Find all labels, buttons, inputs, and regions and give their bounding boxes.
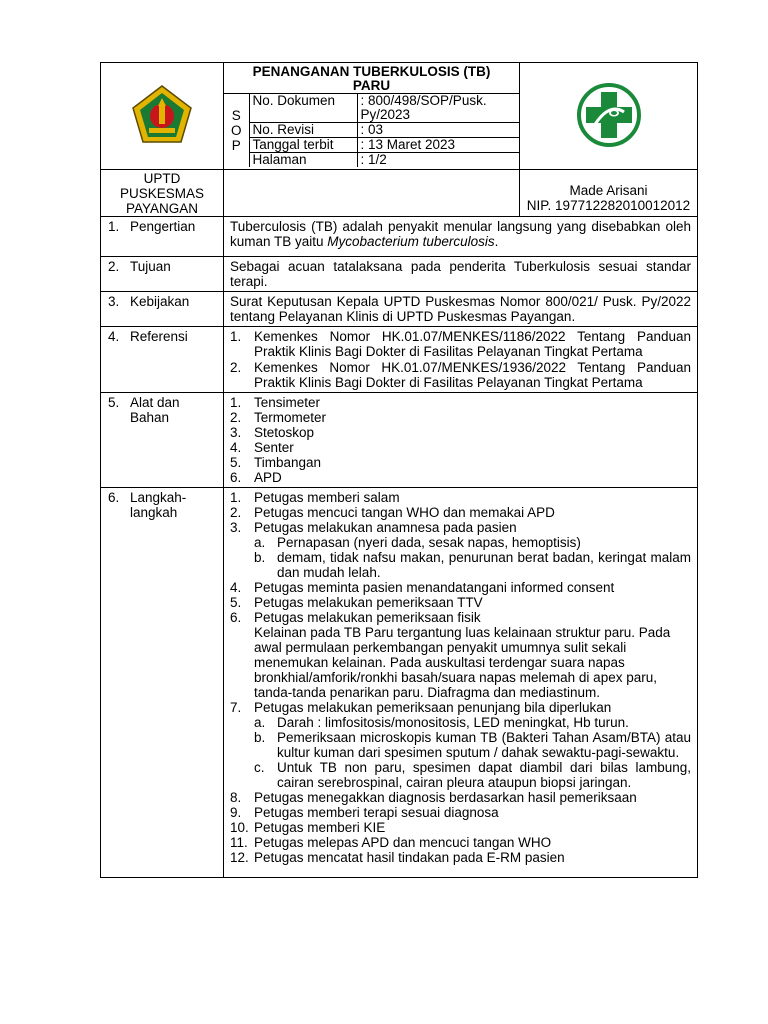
section-referensi: 4. Referensi 1. Kemenkes Nomor HK.01.07/MENKES/1186/2022 Tentang Panduan Praktik Klinis Bagi Dokter di Fasilitas Pelayanan Tingkat Pertama 2. Kemenkes Nomor HK.01.07/MENKES/1936/2022 Tentang Panduan Praktik Klinis Bagi Dokter di Fasilitas Pelayanan Tingkat Pertama bbox=[101, 327, 698, 393]
list-item: 2. Kemenkes Nomor HK.01.07/MENKES/1936/2022 Tentang Panduan Praktik Klinis Bagi Dokter di Fasilitas Pelayanan Tingkat Pertama bbox=[230, 360, 691, 390]
meta-label: No. Dokumen bbox=[249, 94, 357, 123]
section-tujuan: 2. Tujuan Sebagai acuan tatalaksana pada penderita Tuberkulosis sesuai standar terapi. bbox=[101, 257, 698, 292]
step-item: 12. Petugas mencatat hasil tindakan pada E-RM pasien bbox=[230, 850, 565, 865]
empty-cell bbox=[224, 170, 520, 217]
section-label: Pengertian bbox=[130, 219, 196, 234]
meta-label: Tanggal terbit bbox=[249, 138, 357, 153]
step-item: 11. Petugas melepas APD dan mencuci tangan WHO bbox=[230, 835, 552, 850]
document-meta-table bbox=[224, 93, 519, 167]
section-kebijakan: 3. Kebijakan Surat Keputusan Kepala UPTD Puskesmas Nomor 800/021/ Pusk. Py/2022 tentang Pelayanan Klinis di UPTD Puskesmas Payangan. bbox=[101, 292, 698, 327]
meta-value: : 800/498/SOP/Pusk. Py/2023 bbox=[357, 94, 519, 123]
sub-step-item: a. Pernapasan (nyeri dada, sesak napas, hemoptisis) bbox=[254, 535, 581, 550]
list-item: 3. Stetoskop bbox=[230, 425, 315, 440]
sop-table bbox=[100, 62, 698, 878]
section-label: Kebijakan bbox=[130, 294, 190, 309]
meta-label: Halaman bbox=[249, 153, 357, 168]
step-item: 6. Petugas melakukan pemeriksaan fisik Kelainan pada TB Paru tergantung luas kelainaan struktur paru. Pada awal permulaan perkembangan penyakit umumnya sulit sekali menemukan kelainan. Pada auskultasi terdengar suara napas bronkhial/amforik/ronkhi basah/suara napas melemah di apex paru, tanda-tanda penarikan paru. Diafragma dan mediastinum. bbox=[230, 610, 691, 700]
section-alat-bahan: 5. Alat dan Bahan 1. Tensimeter 2. Termometer 3. Stetoskop 4. Senter 5. Timbangan 6. APD bbox=[101, 393, 698, 488]
meta-value: : 1/2 bbox=[357, 153, 519, 168]
meta-value: : 13 Maret 2023 bbox=[357, 138, 519, 153]
puskesmas-logo-cell bbox=[520, 63, 698, 170]
sub-step-item: b. Pemeriksaan microskopis kuman TB (Bakteri Tahan Asam/BTA) atau kultur kuman dari spesimen sputum / dahak sewaktu-pagi-sewaktu. bbox=[254, 730, 691, 760]
section-label: Langkah- langkah bbox=[130, 490, 187, 520]
step-item: 4. Petugas meminta pasien menandatangani informed consent bbox=[230, 580, 615, 595]
step-item: 5. Petugas melakukan pemeriksaan TTV bbox=[230, 595, 483, 610]
document-title: PENANGANAN TUBERKULOSIS (TB) PARU bbox=[252, 64, 491, 93]
step-item: 1. Petugas memberi salam bbox=[230, 490, 400, 505]
sub-step-item: b. demam, tidak nafsu makan, penurunan berat badan, keringat malam dan mudah lelah. bbox=[254, 550, 691, 580]
meta-value: : 03 bbox=[357, 123, 519, 138]
list-item: 5. Timbangan bbox=[230, 455, 322, 470]
puskesmas-cross-icon bbox=[576, 82, 642, 148]
step-item: 8. Petugas menegakkan diagnosis berdasarkan hasil pemeriksaan bbox=[230, 790, 637, 805]
district-seal-icon bbox=[129, 84, 195, 146]
section-label: Alat dan Bahan bbox=[130, 395, 180, 425]
section-label: Referensi bbox=[130, 329, 188, 344]
list-item: 1. Kemenkes Nomor HK.01.07/MENKES/1186/2022 Tentang Panduan Praktik Klinis Bagi Dokter di Fasilitas Pelayanan Tingkat Pertama bbox=[230, 329, 691, 359]
section-langkah: 6. Langkah- langkah 1. Petugas memberi salam 2. Petugas mencuci tangan WHO dan memakai APD 3. Petugas melakukan anamnesa pada pasien a. Pernapasan (nyeri dada, sesak napas, hemoptisis) b. demam, tidak nafsu makan, penurunan berat badan, keringat malam dan mudah lelah. 4. Petugas meminta pasien menandatangani informed consent 5. Petugas melakukan pemeriksaan TTV 6. Petugas melakukan pemeriksaan fisik Kelainan pada TB Paru tergantung luas kelainaan struktur paru. Pada awal permulaan perkembangan penyakit umumnya sulit sekali menemukan kelainan. Pada auskultasi terdengar suara napas bronkhial/amforik/ronkhi basah/suara napas melemah di apex paru, tanda-tanda penarikan paru. Diafragma dan mediastinum. 7. Petugas melakukan pemeriksaan penunjang bila diperlukan a. Darah : limfositosis/monositosis, LED meningkat, Hb turun. b. Pemeriksaan microskopis kuman TB (Bakteri Tahan Asam/BTA) atau kultur kuman dari spesimen sputum / dahak sewaktu-pagi-sewaktu. c. Untuk TB non paru, spesimen dapat diambil dari bilas lambung, cairan serebrospinal, cairan pleura ataupun biopsi jaringan. 8. Petugas menegakkan diagnosis berdasarkan hasil pemeriksaan 9. Petugas memberi terapi sesuai diagnosa 10. Petugas memberi KIE 11. Petugas melepas APD dan mencuci tangan WHO 12. Petugas mencatat hasil tindakan pada E-RM pasien bbox=[101, 488, 698, 878]
signer-nip: NIP. 197712282010012012 bbox=[526, 198, 691, 213]
section-pengertian: 1. Pengertian Tuberculosis (TB) adalah penyakit menular langsung yang disebabkan oleh kuman TB yaitu Mycobacterium tuberculosis. bbox=[101, 217, 698, 257]
district-seal-cell bbox=[101, 63, 224, 170]
signature-block bbox=[520, 170, 698, 217]
meta-label: No. Revisi bbox=[249, 123, 357, 138]
step-item: 9. Petugas memberi terapi sesuai diagnosa bbox=[230, 805, 499, 820]
sop-document bbox=[100, 62, 697, 878]
sub-step-item: a. Darah : limfositosis/monositosis, LED meningkat, Hb turun. bbox=[254, 715, 629, 730]
sub-step-item: c. Untuk TB non paru, spesimen dapat diambil dari bilas lambung, cairan serebrospinal, cairan pleura ataupun biopsi jaringan. bbox=[254, 760, 691, 790]
signer-name: Made Arisani bbox=[569, 183, 648, 198]
list-item: 4. Senter bbox=[230, 440, 294, 455]
list-item: 1. Tensimeter bbox=[230, 395, 321, 410]
organization-name: UPTD PUSKESMAS PAYANGAN bbox=[101, 170, 224, 217]
list-item: 2. Termometer bbox=[230, 410, 327, 425]
title-meta-cell bbox=[224, 63, 520, 170]
step-item: 2. Petugas mencuci tangan WHO dan memakai APD bbox=[230, 505, 555, 520]
step-item: 7. Petugas melakukan pemeriksaan penunjang bila diperlukan a. Darah : limfositosis/monositosis, LED meningkat, Hb turun. b. Pemeriksaan microskopis kuman TB (Bakteri Tahan Asam/BTA) atau kultur kuman dari spesimen sputum / dahak sewaktu-pagi-sewaktu. c. Untuk TB non paru, spesimen dapat diambil dari bilas lambung, cairan serebrospinal, cairan pleura ataupun biopsi jaringan. bbox=[230, 700, 691, 790]
sop-label: S O P bbox=[224, 94, 249, 168]
step-item: 3. Petugas melakukan anamnesa pada pasien a. Pernapasan (nyeri dada, sesak napas, hemoptisis) b. demam, tidak nafsu makan, penurunan berat badan, keringat malam dan mudah lelah. bbox=[230, 520, 691, 580]
section-label: Tujuan bbox=[130, 259, 171, 274]
step-description: Kelainan pada TB Paru tergantung luas kelainaan struktur paru. Pada awal permulaan perkembangan penyakit umumnya sulit sekali menemukan kelainan. Pada auskultasi terdengar suara napas bronkhial/amforik/ronkhi basah/suara napas melemah di apex paru, tanda-tanda penarikan paru. Diafragma dan mediastinum. bbox=[254, 625, 671, 700]
step-item: 10. Petugas memberi KIE bbox=[230, 820, 386, 835]
list-item: 6. APD bbox=[230, 470, 282, 485]
